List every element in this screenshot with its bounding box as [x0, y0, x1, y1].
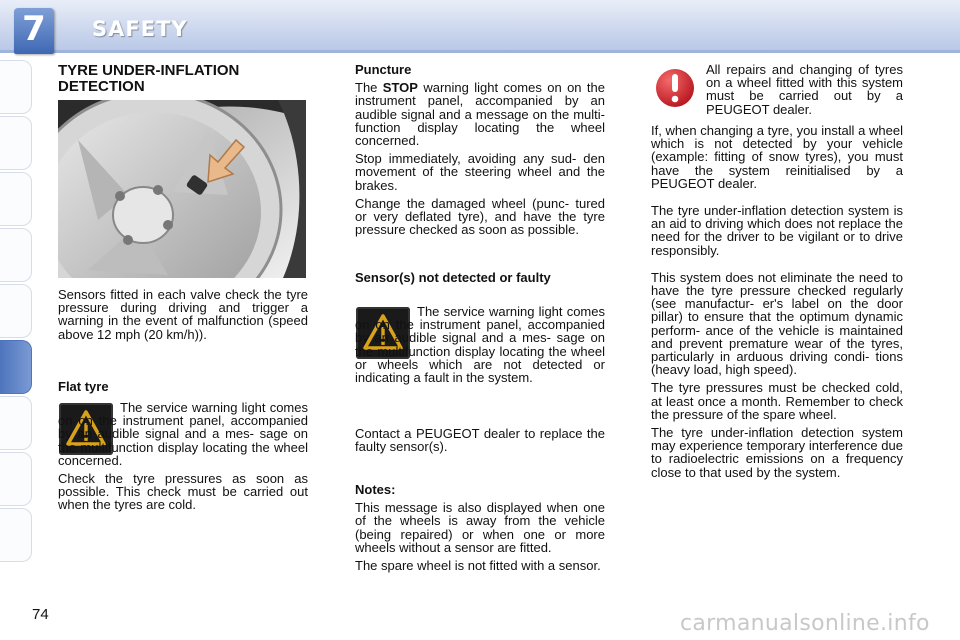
- notes-paragraph-2: The spare wheel is not fitted with a sensor.: [355, 558, 601, 574]
- side-tab-1[interactable]: [0, 60, 32, 114]
- flat-tyre-warning: The service warning light comes on on the instrument panel, accompanied by an audible signal and a mes- sage on the multifunction display locating the wheel concerned.: [58, 400, 308, 468]
- repairs-text: All repairs and changing of tyres on a wheel fitted with this system must be carried out by a PEUGEOT dealer.: [706, 62, 903, 117]
- puncture-block: [355, 63, 605, 241]
- pressure-check-text: This system does not eliminate the need to have the tyre pressure checked regularly (see manufactur- er's label on the door pillar) to ensure that the optimum dynamic perform- ance of the vehicle is maintained and prevent premature wear of the tyres, particularly in arduous driving condi- tions (heavy load, high speed).: [651, 269, 903, 378]
- side-tab-4[interactable]: [0, 228, 32, 282]
- right-column-text: [651, 124, 903, 484]
- stop-rest: warning light comes on on the instrument panel, accompanied by an audible signal and a message on the multi-function display locating the wheel concerned.: [355, 80, 605, 149]
- notes-heading: Notes:: [355, 482, 396, 497]
- puncture-stop-paragraph: [355, 81, 605, 147]
- notes-block: [355, 483, 605, 577]
- sensor-text: Sensors fitted in each valve check the tyre pressure during driving and trigger a warning in the event of malfunction (speed above 12 mph (20 km/h)).: [58, 287, 308, 342]
- wheel-illustration: [58, 100, 306, 278]
- watermark: carmanualsonline.info: [680, 611, 930, 636]
- stop-prefix: The: [355, 80, 383, 96]
- page-number: 74: [32, 606, 49, 623]
- section-heading: TYRE UNDER-INFLATION DETECTION: [58, 62, 240, 95]
- stop-label: STOP: [382, 80, 418, 96]
- flat-tyre-heading: Flat tyre: [58, 379, 109, 394]
- cold-check-text: The tyre pressures must be checked cold, at least once a month. Remember to check the pressure of the spare wheel.: [651, 380, 903, 422]
- puncture-stop-instruction: Stop immediately, avoiding any sud- den movement of the steering wheel and the brakes.: [355, 151, 605, 193]
- stop-warning-icon: [655, 66, 695, 110]
- sensor-fault-heading: Sensor(s) not detected or faulty: [355, 270, 551, 285]
- flat-tyre-block: [58, 401, 308, 517]
- chapter-title: SAFETY: [92, 17, 188, 41]
- wheel-valve-photo: [58, 100, 306, 278]
- sensor-paragraph: [58, 288, 308, 346]
- sensor-fault-warning: The service warning light comes on on the instrument panel, accompanied by an audible signal and a mes- sage on the multifunction display locating the wheel or wheels which are not detected or indicating a fault in the system.: [355, 304, 605, 386]
- repairs-block: [706, 63, 903, 121]
- sensor-fault-block: [355, 305, 605, 389]
- header-rule: [0, 50, 960, 53]
- changing-tyre-text: If, when changing a tyre, you install a wheel which is not detected by your vehicle (example: fitting of snow tyres), you must have the system reinitialised by a PEUGEOT dealer.: [651, 123, 903, 191]
- interference-text: The tyre under-inflation detection system may experience temporary interference due to radioelectric emissions on a frequency close to that used by the system.: [651, 425, 903, 480]
- side-tab-5[interactable]: [0, 284, 32, 338]
- notes-paragraph-1: This message is also displayed when one of the wheels is away from the vehicle (being repaired) or when one or more wheels without a sensor are fitted.: [355, 500, 605, 555]
- side-tab-3[interactable]: [0, 172, 32, 226]
- puncture-change-instruction: Change the damaged wheel (punc- tured or very deflated tyre), and have the tyre pressure checked as soon as possible.: [355, 195, 605, 238]
- side-tab-active[interactable]: [0, 340, 32, 394]
- side-tab-7[interactable]: [0, 396, 32, 450]
- side-tab-2[interactable]: [0, 116, 32, 170]
- contact-dealer-text: Contact a PEUGEOT dealer to replace the faulty sensor(s).: [355, 426, 605, 455]
- exclamation-icon: [655, 66, 695, 110]
- contact-block: [355, 427, 605, 458]
- chapter-tab-strip: [0, 60, 34, 580]
- chapter-number: 7: [22, 9, 46, 49]
- side-tab-9[interactable]: [0, 508, 32, 562]
- flat-tyre-check: Check the tyre pressures as soon as possible. This check must be carried out when the tyres are cold.: [58, 471, 308, 513]
- puncture-heading: Puncture: [355, 62, 412, 77]
- side-tab-8[interactable]: [0, 452, 32, 506]
- driving-aid-text: The tyre under-inflation detection system is an aid to driving which does not replace the need for the driver to be vigilant or to drive responsibly.: [651, 203, 903, 258]
